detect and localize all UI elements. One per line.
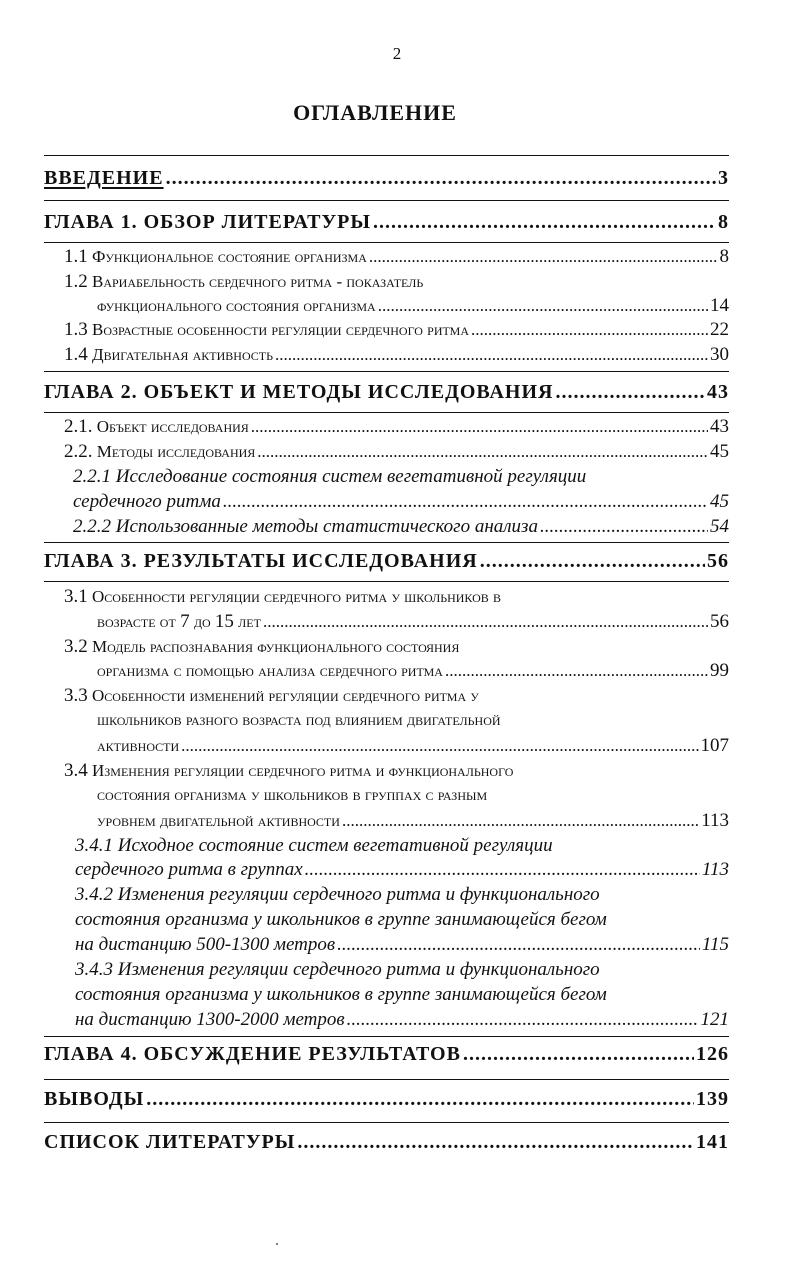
toc-entry-1-2-line-1[interactable]: [64, 271, 423, 293]
section-title: Функциональное состояние организма: [92, 247, 367, 266]
toc-entry-3-2[interactable]: [97, 660, 729, 682]
label-part: возрасте от: [97, 612, 176, 631]
toc-entry-3-4-1[interactable]: [75, 859, 729, 881]
toc-label: [97, 611, 261, 633]
toc-page: 8: [718, 211, 729, 233]
toc-page: 45: [710, 441, 729, 462]
section-number: 1.3: [64, 319, 88, 340]
dot-leader: [297, 1131, 694, 1154]
section-title: Методы исследования: [96, 442, 256, 461]
section-title: Возрастные особенности регуляции сердечного ритма: [92, 320, 469, 339]
dot-leader: [275, 345, 708, 365]
toc-page: 113: [701, 859, 729, 880]
toc-entry-intro[interactable]: [44, 167, 729, 190]
toc-entry-2-2[interactable]: [64, 441, 729, 463]
divider: [44, 1122, 729, 1123]
toc-label: [64, 416, 249, 438]
toc-entry-1-2[interactable]: [97, 295, 729, 317]
toc-entry-references[interactable]: [44, 1131, 729, 1154]
toc-page: 43: [707, 381, 729, 403]
toc-label: уровнем двигательной активности: [97, 811, 340, 830]
toc-entry-chapter-1[interactable]: [44, 211, 729, 234]
toc-entry-conclusions[interactable]: [44, 1088, 729, 1111]
section-number: 3.1: [64, 586, 88, 607]
dot-leader: [480, 550, 705, 573]
section-title: Модель распознавания функционального состояния: [92, 637, 460, 656]
dot-leader: [251, 417, 708, 437]
dot-leader: [555, 381, 705, 404]
divider: [44, 1036, 729, 1037]
section-number: 2.2.: [64, 441, 93, 462]
toc-entry-3-1-line-1[interactable]: [64, 586, 501, 608]
divider: [44, 371, 729, 372]
section-number: 3.3: [64, 685, 88, 706]
toc-page: 139: [696, 1088, 729, 1110]
toc-label: сердечного ритма в группах: [75, 859, 303, 880]
dot-leader: [471, 320, 708, 340]
toc-page: 30: [710, 344, 729, 365]
toc-entry-3-4-2-line-1[interactable]: 3.4.2 Изменения регуляции сердечного ритма и функционального: [75, 884, 600, 905]
dot-leader: [540, 516, 708, 538]
section-number: 2.1.: [64, 416, 93, 437]
divider: [44, 412, 729, 413]
divider: [44, 1079, 729, 1080]
toc-page: 121: [700, 1009, 729, 1030]
toc-entry-3-4-3-line-2[interactable]: состояния организма у школьников в группе занимающейся бегом: [75, 984, 607, 1005]
dot-leader: [146, 1088, 694, 1111]
section-title: Вариабельность сердечного ритма - показатель: [92, 272, 424, 291]
scan-speck: [276, 1243, 278, 1245]
dot-leader: [347, 1009, 699, 1031]
toc-label: [64, 344, 273, 366]
section-title: Особенности регуляции сердечного ритма у школьников в: [92, 587, 502, 606]
dot-leader: [369, 247, 718, 267]
dot-leader: [378, 296, 708, 316]
toc-label: ГЛАВА 2. ОБЪЕКТ И МЕТОДЫ ИССЛЕДОВАНИЯ: [44, 381, 554, 403]
toc-entry-1-4[interactable]: [64, 344, 729, 366]
section-title: Двигательная активность: [92, 345, 273, 364]
dot-leader: [445, 661, 708, 681]
toc-page: 54: [710, 516, 729, 537]
toc-page: 126: [696, 1043, 729, 1065]
toc-entry-3-4[interactable]: [97, 810, 729, 832]
toc-label: функционального состояния организма: [97, 296, 376, 315]
toc-page: 8: [719, 246, 729, 267]
toc-entry-2-1[interactable]: [64, 416, 729, 438]
dot-leader: [166, 167, 716, 190]
toc-label: организма с помощью анализа сердечного ритма: [97, 661, 443, 680]
toc-page: 45: [710, 491, 729, 512]
divider: [44, 542, 729, 543]
toc-entry-3-4-3-line-1[interactable]: 3.4.3 Изменения регуляции сердечного ритма и функционального: [75, 959, 600, 980]
toc-label: активности: [97, 736, 180, 755]
page-title: ОГЛАВЛЕНИЕ: [293, 100, 457, 125]
toc-label: 2.2.2 Использованные методы статистического анализа: [73, 516, 538, 537]
toc-label: на дистанцию 500-1300 метров: [75, 934, 336, 955]
toc-entry-3-3[interactable]: [97, 735, 729, 757]
dot-leader: [263, 612, 708, 632]
toc-entry-3-3-line-2[interactable]: школьников разного возраста под влиянием двигательной: [97, 710, 501, 729]
toc-entry-1-3[interactable]: [64, 319, 729, 341]
toc-page: 14: [710, 295, 729, 316]
toc-entry-chapter-2[interactable]: [44, 381, 729, 404]
dot-leader: [337, 934, 700, 956]
toc-page: 56: [707, 550, 729, 572]
section-title: Объект исследования: [96, 417, 249, 436]
dot-leader: [342, 811, 699, 831]
divider: [44, 242, 729, 243]
dot-leader: [181, 736, 698, 756]
label-part: 15: [214, 611, 234, 632]
section-number: 3.2: [64, 636, 88, 657]
toc-page: 141: [696, 1131, 729, 1153]
toc-label: ГЛАВА 4. ОБСУЖДЕНИЕ РЕЗУЛЬТАТОВ: [44, 1043, 461, 1065]
toc-label: ВВЕДЕНИЕ: [44, 167, 164, 189]
divider: [44, 155, 729, 156]
page-number: 2: [392, 44, 402, 63]
toc-entry-3-4-line-1[interactable]: [64, 760, 513, 782]
toc-entry-2-2-2[interactable]: [73, 516, 729, 538]
toc-entry-3-1[interactable]: [97, 611, 729, 633]
toc-label: на дистанцию 1300-2000 метров: [75, 1009, 345, 1030]
toc-entry-chapter-3[interactable]: [44, 550, 729, 573]
toc-page: 107: [700, 735, 729, 756]
label-part: до: [193, 612, 211, 631]
section-number: 1.1: [64, 246, 88, 267]
toc-page: 99: [710, 660, 729, 681]
toc-page: 43: [710, 416, 729, 437]
section-number: 3.4: [64, 760, 88, 781]
dot-leader: [463, 1043, 694, 1066]
toc-page: 113: [701, 810, 729, 831]
toc-entry-3-4-2-line-2[interactable]: состояния организма у школьников в группе занимающейся бегом: [75, 909, 607, 930]
toc-entry-3-2-line-1[interactable]: [64, 636, 459, 658]
section-title: Особенности изменений регуляции сердечного ритма у: [92, 686, 479, 705]
section-number: 1.4: [64, 344, 88, 365]
toc-entry-2-2-1[interactable]: [73, 491, 729, 513]
toc-page: 22: [710, 319, 729, 340]
toc-entry-3-3-line-1[interactable]: [64, 685, 479, 707]
toc-page: 56: [710, 611, 729, 632]
toc-label: [64, 441, 255, 463]
dot-leader: [305, 859, 700, 881]
divider: [44, 581, 729, 582]
toc-entry-3-4-2[interactable]: [75, 934, 729, 956]
section-title: Изменения регуляции сердечного ритма и функционального: [92, 761, 514, 780]
toc-label: ГЛАВА 3. РЕЗУЛЬТАТЫ ИССЛЕДОВАНИЯ: [44, 550, 478, 572]
toc-label: ВЫВОДЫ: [44, 1088, 145, 1110]
dot-leader: [373, 211, 716, 234]
dot-leader: [223, 491, 708, 513]
toc-entry-1-1[interactable]: [64, 246, 729, 268]
toc-page: 115: [701, 934, 729, 955]
toc-entry-chapter-4[interactable]: [44, 1043, 729, 1066]
toc-entry-3-4-3[interactable]: [75, 1009, 729, 1031]
dot-leader: [257, 442, 708, 462]
label-part: лет: [238, 612, 261, 631]
toc-entry-3-4-line-2[interactable]: состояния организма у школьников в группах с разным: [97, 785, 488, 804]
toc-entry-3-4-1-line-1[interactable]: 3.4.1 Исходное состояние систем вегетативной регуляции: [75, 835, 553, 856]
toc-entry-2-2-1-line-1[interactable]: 2.2.1 Исследование состояния систем вегетативной регуляции: [73, 466, 587, 487]
toc-label: сердечного ритма: [73, 491, 221, 512]
toc-label: ГЛАВА 1. ОБЗОР ЛИТЕРАТУРЫ: [44, 211, 372, 233]
toc-label: СПИСОК ЛИТЕРАТУРЫ: [44, 1131, 296, 1153]
divider: [44, 200, 729, 201]
section-number: 1.2: [64, 271, 88, 292]
toc-page: 3: [718, 167, 729, 189]
toc-label: [64, 246, 367, 268]
label-part: 7: [180, 611, 190, 632]
toc-label: [64, 319, 469, 341]
